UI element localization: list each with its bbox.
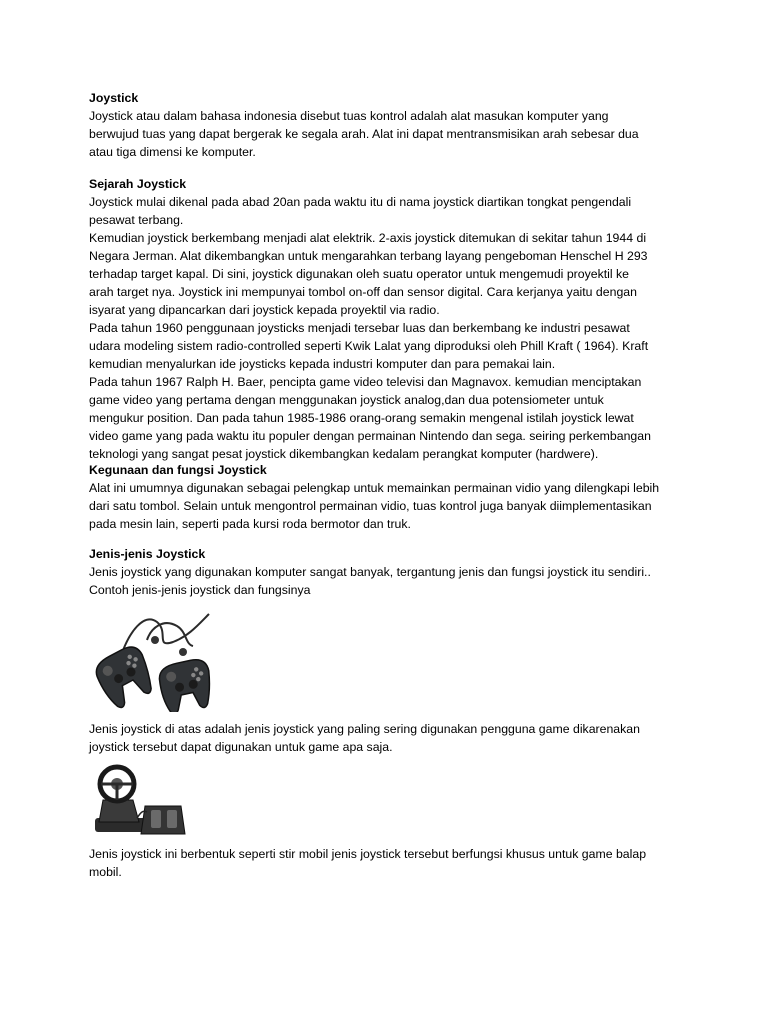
paragraph-line: video game yang pada waktu itu populer dengan permainan Nintendo dan sega. seiring perkembangan [89,429,651,443]
paragraph-line: Jenis joystick yang digunakan komputer sangat banyak, tergantung jenis dan fungsi joystick itu sendiri.. [89,565,651,579]
gamepad-image [89,604,217,712]
paragraph-line: atau tiga dimensi ke komputer. [89,145,256,159]
section-heading: Sejarah Joystick [89,177,187,191]
section-jenis [89,545,689,599]
paragraph-line: isyarat yang dipancarkan dari joystick kepada proyektil via radio. [89,303,440,317]
paragraph-line: arah target nya. Joystick ini mempunyai tombol on-off dan sensor digital. Cara kerjanya yaitu dengan [89,285,637,299]
steering-wheel-icon [89,760,189,840]
paragraph-line: Jenis joystick di atas adalah jenis joystick yang paling sering digunakan pengguna game dikarenakan [89,722,640,736]
section-heading: Jenis-jenis Joystick [89,547,206,561]
paragraph-line: joystick tersebut dapat digunakan untuk game apa saja. [89,740,393,754]
paragraph-line: teknologi yang sangat pesat joystick dikembangkan kedalam perangkat komputer (hardwere). [89,447,599,461]
paragraph-line: dari satu tombol. Selain untuk mengontrol permainan vidio, tuas kontrol juga banyak diimplementasikan [89,499,652,513]
section-joystick [89,89,689,161]
paragraph-line: udara modeling sistem radio-controlled seperti Kwik Lalat yang diproduksi oleh Phill Kraft ( 1964). Kraft [89,339,649,353]
paragraph-line: Alat ini umumnya digunakan sebagai pelengkap untuk memainkan permainan vidio yang dilengkapi lebih [89,481,660,495]
paragraph-line: terhadap target kapal. Di sini, joystick digunakan oleh suatu operator untuk mengemudi proyektil ke [89,267,630,281]
gamepad-joystick-icon [89,604,217,712]
section-heading: Joystick [89,91,139,105]
paragraph-line: mobil. [89,865,122,879]
paragraph-line: Pada tahun 1960 penggunaan joysticks menjadi tersebar luas dan berkembang ke industri pesawat [89,321,630,335]
caption-wheel [89,845,689,881]
steering-wheel-image [89,760,189,840]
section-heading: Kegunaan dan fungsi Joystick [89,463,267,477]
paragraph-line: Kemudian joystick berkembang menjadi alat elektrik. 2-axis joystick ditemukan di sekitar tahun 1944 di [89,231,647,245]
paragraph-line: pesawat terbang. [89,213,184,227]
section-kegunaan [89,461,689,533]
paragraph-line: Pada tahun 1967 Ralph H. Baer, pencipta game video televisi dan Magnavox. kemudian menciptakan [89,375,642,389]
paragraph-line: Contoh jenis-jenis joystick dan fungsinya [89,583,311,597]
section-sejarah [89,175,689,463]
paragraph-line: Jenis joystick ini berbentuk seperti stir mobil jenis joystick tersebut berfungsi khusus untuk game balap [89,847,647,861]
paragraph-line: pada mesin lain, seperti pada kursi roda bermotor dan truk. [89,517,411,531]
paragraph-line: Joystick atau dalam bahasa indonesia disebut tuas kontrol adalah alat masukan komputer yang [89,109,609,123]
paragraph-line: game video yang pertama dengan menggunakan joystick analog,dan dua potensiometer untuk [89,393,604,407]
paragraph-line: mengukur position. Dan pada tahun 1985-1986 orang-orang semakin mengenal istilah joystick lewat [89,411,634,425]
paragraph-line: berwujud tuas yang dapat bergerak ke segala arah. Alat ini dapat mentransmisikan arah sebesar dua [89,127,639,141]
paragraph-line: Joystick mulai dikenal pada abad 20an pada waktu itu di nama joystick diartikan tongkat pengendali [89,195,632,209]
paragraph-line: Negara Jerman. Alat dikembangkan untuk mengarahkan terbang layang pengeboman Henschel H 293 [89,249,648,263]
caption-gamepad [89,720,689,756]
paragraph-line: kemudian menyalurkan ide joysticks kepada industri komputer dan para pemakai lain. [89,357,556,371]
